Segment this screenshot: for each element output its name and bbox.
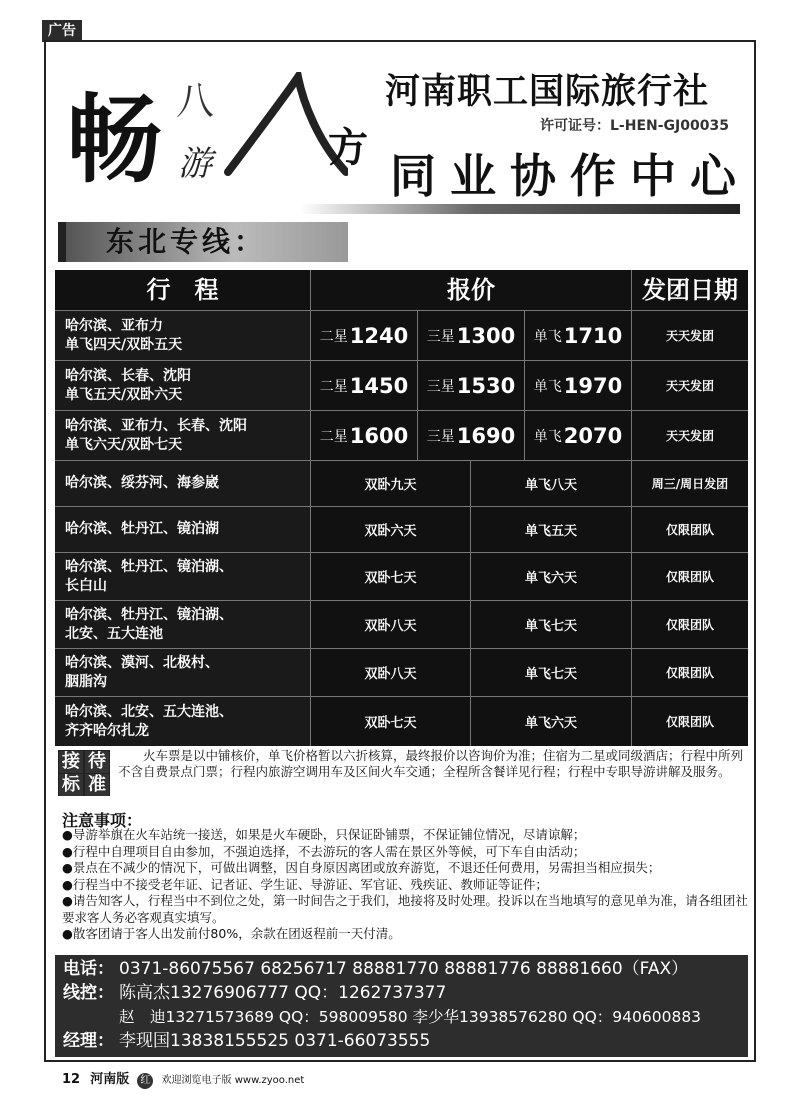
- notes-list: [62, 827, 752, 943]
- price-2star: 二星 1450: [311, 361, 418, 410]
- logo-char-fang: 方: [328, 124, 368, 171]
- train-days: 双卧八天: [311, 649, 471, 696]
- date-cell: 天天发团: [665, 429, 714, 443]
- header-date: 发团日期: [642, 276, 738, 304]
- route-cell: 哈尔滨、北安、五大连池、 齐齐哈尔扎龙: [55, 697, 311, 746]
- note-item: ●请告知客人，行程当中不到位之处，第一时间告之于我们，地接将及时处理。投诉以在当地填写的意见单为准，请各组团社要求客人务必客观真实填写。: [62, 893, 748, 925]
- date-cell: 仅限团队: [665, 618, 714, 632]
- itinerary-table: [55, 270, 748, 746]
- brand-logo: [58, 52, 378, 197]
- route-cell: 哈尔滨、长春、沈阳 单飞五天/双卧六天: [55, 361, 311, 410]
- table-row: [55, 600, 748, 648]
- notes-title: 注意事项：: [62, 811, 143, 830]
- date-cell: 周三/周日发团: [651, 477, 729, 491]
- page-number: 12: [62, 1072, 81, 1087]
- header-price: 报价: [311, 270, 632, 310]
- phone-label: 电话：: [63, 959, 114, 979]
- train-days: 双卧六天: [311, 507, 471, 552]
- price-flight: 单飞 1970: [525, 361, 632, 410]
- table-row: [55, 360, 748, 410]
- badge-char: 准: [85, 774, 109, 796]
- badge-char: 标: [59, 774, 83, 796]
- standard-badge: [58, 750, 110, 796]
- note-item: ●景点在不减少的情况下，可做出调整，因自身原因离团或放弃游览，不退还任何费用，另需担当相应损失；: [62, 860, 661, 875]
- table-row: [55, 460, 748, 506]
- note-item: ●散客团请于客人出发前付80%，余款在团返程前一天付清。: [62, 926, 401, 941]
- date-cell: 天天发团: [665, 379, 714, 393]
- website-link[interactable]: 欢迎浏览电子版 www.zyoo.net: [161, 1075, 305, 1086]
- flight-days: 单飞六天: [471, 553, 632, 600]
- edition: 河南版: [90, 1072, 130, 1087]
- company-name: 河南职工国际旅行社: [385, 72, 710, 112]
- flight-days: 单飞五天: [471, 507, 632, 552]
- date-cell: 仅限团队: [665, 715, 714, 729]
- manager-label: 经理：: [63, 1031, 114, 1051]
- route-cell: 哈尔滨、漠河、北极村、 胭脂沟: [55, 649, 311, 696]
- note-item: ●行程当中不接受老年证、记者证、学生证、导游证、军官证、残疾证、教师证等证件；: [62, 876, 548, 892]
- train-days: 双卧七天: [311, 553, 471, 600]
- header-route: 行 程: [55, 270, 311, 310]
- table-row: [55, 310, 748, 360]
- note-item: ●导游举旗在火车站统一接送，如果是火车硬卧，只保证卧铺票，不保证铺位情况，尽请谅解；: [62, 827, 586, 842]
- section-title: 东北专线：: [58, 222, 348, 262]
- phone-numbers: 0371-86075567 68256717 88881770 88881776 88881660（FAX）: [119, 959, 689, 979]
- contact-box: [55, 955, 748, 1057]
- route-cell: 哈尔滨、牡丹江、镜泊湖: [55, 507, 311, 552]
- line-control-label: 线控：: [63, 983, 114, 1003]
- logo-char-you: 游: [178, 144, 212, 184]
- train-days: 双卧九天: [311, 461, 471, 506]
- price-3star: 三星 1690: [418, 411, 525, 460]
- date-cell: 仅限团队: [665, 570, 714, 584]
- badge-char: 待: [85, 751, 109, 773]
- route-cell: 哈尔滨、牡丹江、镜泊湖、 北安、五大连池: [55, 601, 311, 648]
- manager-contact: 李现国13838155525 0371-66073555: [119, 1031, 431, 1051]
- route-cell: 哈尔滨、绥芬河、海参崴: [55, 461, 311, 506]
- flight-days: 单飞七天: [471, 601, 632, 648]
- logo-char-ba: 八: [176, 79, 215, 123]
- footer: [62, 1068, 304, 1089]
- standard-text: 火车票是以中铺核价，单飞价格暂以六折核算，最终报价以咨询价为准；住宿为二星或同级酒店；行程中所列不含自费景点门票；行程内旅游空调用车及区间火车交通；全程所含餐详见行程；行程中专职导游讲解及服务。: [118, 748, 744, 779]
- flight-days: 单飞六天: [471, 697, 632, 746]
- price-flight: 单飞 2070: [525, 411, 632, 460]
- phone-line: [63, 957, 740, 981]
- table-row: [55, 410, 748, 460]
- date-cell: 仅限团队: [665, 523, 714, 537]
- train-days: 双卧七天: [311, 697, 471, 746]
- table-row: [55, 696, 748, 746]
- edition-icon: 红: [137, 1073, 153, 1089]
- route-cell: 哈尔滨、牡丹江、镜泊湖、 长白山: [55, 553, 311, 600]
- note-item: ●行程中自理项目自由参加，不强迫选择，不去游玩的客人需在景区外等候，可下车自由活动；: [62, 843, 586, 859]
- ad-tag: 广告: [42, 20, 82, 42]
- table-row: [55, 552, 748, 600]
- route-cell: 哈尔滨、亚布力、长春、沈阳 单飞六天/双卧七天: [55, 411, 311, 460]
- manager-line: [63, 1029, 740, 1053]
- divider: [300, 204, 740, 214]
- table-row: [55, 506, 748, 552]
- table-row: [55, 648, 748, 696]
- license-number: 许可证号：L-HEN-GJ00035: [540, 118, 729, 134]
- route-cell: 哈尔滨、亚布力 单飞四天/双卧五天: [55, 311, 311, 360]
- flight-days: 单飞八天: [471, 461, 632, 506]
- center-title: 同业协作中心: [390, 149, 750, 203]
- line-control-line-2: [63, 1005, 740, 1029]
- date-cell: 仅限团队: [665, 666, 714, 680]
- price-3star: 三星 1300: [418, 311, 525, 360]
- price-2star: 二星 1240: [311, 311, 418, 360]
- flight-days: 单飞七天: [471, 649, 632, 696]
- price-flight: 单飞 1710: [525, 311, 632, 360]
- badge-char: 接: [59, 751, 83, 773]
- line-control-line: [63, 981, 740, 1005]
- train-days: 双卧八天: [311, 601, 471, 648]
- price-3star: 三星 1530: [418, 361, 525, 410]
- line-control-2: 赵 迪13271573689 QQ：598009580 李少华13938576280 QQ：940600883: [119, 1008, 702, 1026]
- logo-char-main: 畅: [66, 83, 162, 196]
- line-control-1: 陈高杰13276906777 QQ：1262737377: [119, 983, 447, 1003]
- price-2star: 二星 1600: [311, 411, 418, 460]
- date-cell: 天天发团: [665, 329, 714, 343]
